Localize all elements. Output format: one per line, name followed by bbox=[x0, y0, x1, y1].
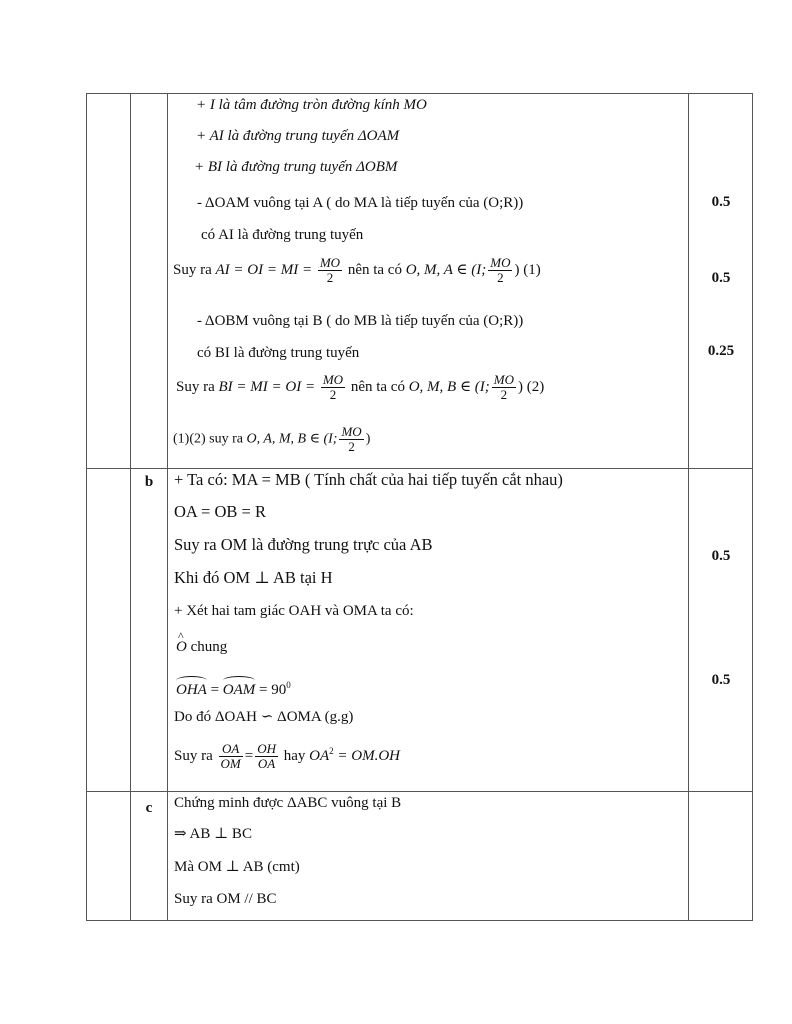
line-b9: Suy ra $\frac{OA}{OM}$ = $\frac{OH}{OA}$ hay $OA^2 = OM.OH$ bbox=[174, 741, 401, 772]
line-c4: Suy ra OM // BC bbox=[174, 891, 277, 907]
math: O, M, B ∈ (I; bbox=[408, 378, 490, 395]
numerator: MO bbox=[319, 255, 341, 270]
math: O, M, A ∈ (I; bbox=[405, 261, 487, 278]
fraction-mo-2 bbox=[318, 256, 342, 285]
angle-oha: OHA bbox=[176, 682, 207, 698]
score-b1: 0.5 bbox=[711, 548, 731, 564]
column-divider bbox=[688, 94, 689, 920]
math: O, A, M, B ∈ (I; bbox=[246, 431, 338, 447]
line-a4: - ΔOAM vuông tại A ( do MA là tiếp tuyến của (O;R)) bbox=[197, 195, 524, 211]
fraction-oh-oa bbox=[255, 742, 278, 771]
line-b5: + Xét hai tam giác OAH và OMA ta có: bbox=[174, 603, 414, 619]
part-label-c: c bbox=[145, 800, 153, 816]
numerator: OH bbox=[257, 741, 276, 757]
text: chung bbox=[190, 639, 228, 655]
text: Suy ra bbox=[174, 748, 213, 764]
math: = OM.OH bbox=[337, 748, 401, 764]
exponent: 2 bbox=[329, 746, 334, 756]
line-b4: Khi đó OM ⊥ AB tại H bbox=[174, 568, 333, 587]
fraction-oa-om bbox=[219, 742, 243, 771]
text: (1)(2) suy ra bbox=[173, 431, 243, 447]
line-b1: + Ta có: MA = MB ( Tính chất của hai tiếp tuyến cắt nhau) bbox=[174, 470, 563, 489]
score-a3: 0.25 bbox=[707, 343, 735, 359]
part-label-b: b bbox=[144, 474, 154, 490]
denominator: 2 bbox=[500, 387, 508, 402]
column-divider bbox=[167, 94, 168, 920]
angle-oam: OAM bbox=[222, 682, 256, 698]
score-a1: 0.5 bbox=[711, 194, 731, 210]
text: nên ta có bbox=[347, 261, 402, 278]
line-c1: Chứng minh được ΔABC vuông tại B bbox=[174, 795, 402, 811]
line-a6 bbox=[173, 256, 541, 285]
line-b8: Do đó ΔOAH ∽ ΔOMA (g.g) bbox=[174, 709, 354, 725]
denominator: OM bbox=[220, 756, 241, 772]
line-a9 bbox=[176, 373, 544, 402]
line-a10 bbox=[173, 425, 370, 454]
math: OA bbox=[309, 748, 330, 764]
line-a3: + BI là đường trung tuyến ΔOBM bbox=[194, 159, 398, 175]
fraction-mo-2 bbox=[492, 373, 516, 402]
score-b2: 0.5 bbox=[711, 672, 731, 688]
answer-table bbox=[86, 93, 753, 921]
text: nên ta có bbox=[350, 378, 405, 395]
line-b2: OA = OB = R bbox=[174, 502, 266, 521]
line-b7 bbox=[176, 676, 291, 699]
line-a7: - ΔOBM vuông tại B ( do MB là tiếp tuyến của (O;R)) bbox=[197, 313, 524, 329]
numerator: MO bbox=[341, 424, 362, 439]
denominator: 2 bbox=[326, 270, 334, 285]
denominator: 2 bbox=[497, 270, 504, 285]
numerator: MO bbox=[322, 372, 344, 387]
degree: 0 bbox=[286, 680, 291, 690]
line-c3: Mà OM ⊥ AB (cmt) bbox=[174, 859, 300, 875]
numerator: MO bbox=[493, 372, 515, 387]
text: ) (2) bbox=[518, 378, 545, 395]
fraction-mo-2 bbox=[488, 256, 512, 285]
denominator: OA bbox=[257, 756, 276, 772]
column-divider bbox=[130, 94, 131, 920]
fraction-mo-2 bbox=[321, 373, 345, 402]
line-c2: ⇒ AB ⊥ BC bbox=[174, 826, 252, 842]
text: Suy ra bbox=[176, 378, 215, 395]
text: ) (1) bbox=[514, 261, 541, 278]
line-a1: + I là tâm đường tròn đường kính MO bbox=[196, 97, 427, 113]
score-a2: 0.5 bbox=[711, 270, 731, 286]
row-divider bbox=[87, 468, 752, 469]
denominator: 2 bbox=[329, 387, 337, 402]
text: ) bbox=[365, 431, 371, 447]
text: = 90 bbox=[259, 682, 287, 698]
math: BI = MI = OI = bbox=[218, 378, 316, 395]
fraction-mo-2 bbox=[339, 425, 363, 454]
line-b3: Suy ra OM là đường trung trực của AB bbox=[174, 535, 433, 554]
line-a2: + AI là đường trung tuyến ΔOAM bbox=[196, 128, 400, 144]
text: Suy ra bbox=[173, 261, 212, 278]
line-a8: có BI là đường trung tuyến bbox=[197, 345, 360, 361]
text: = bbox=[210, 682, 220, 698]
line-b6 bbox=[176, 638, 227, 656]
numerator: MO bbox=[490, 255, 511, 270]
angle-symbol: ^ O bbox=[176, 638, 187, 656]
math: AI = OI = MI = bbox=[215, 261, 313, 278]
numerator: OA bbox=[219, 742, 243, 757]
row-divider bbox=[87, 791, 752, 792]
line-a5: có AI là đường trung tuyến bbox=[201, 227, 364, 243]
denominator: 2 bbox=[348, 439, 355, 454]
text: hay bbox=[283, 748, 306, 764]
